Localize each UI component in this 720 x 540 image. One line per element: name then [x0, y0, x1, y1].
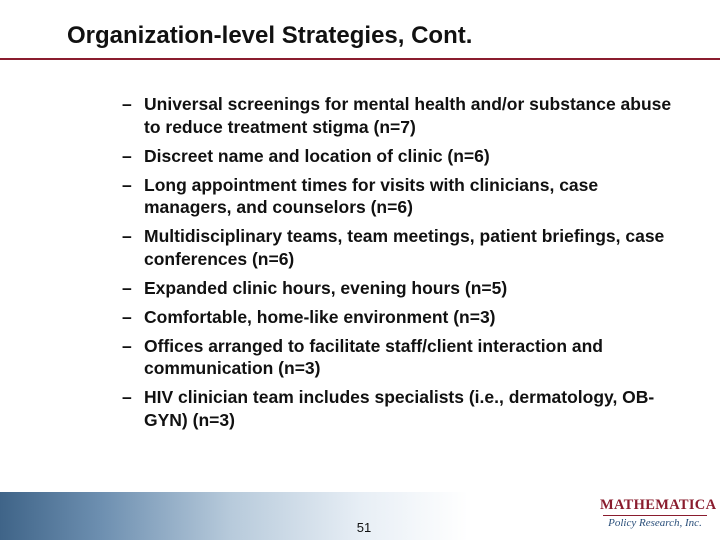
logo-divider	[603, 515, 707, 516]
bullet-item	[122, 386, 682, 431]
logo-tagline: Policy Research, Inc.	[608, 517, 702, 529]
bullet-item	[122, 306, 682, 329]
bullet-dash: –	[122, 306, 132, 327]
bullet-item	[122, 145, 682, 168]
bullet-item	[122, 93, 682, 138]
mathematica-logo	[600, 497, 717, 535]
bullet-dash: –	[122, 94, 132, 114]
bullet-item	[122, 277, 682, 300]
bullet-text: HIV clinician team includes specialists (i.e., dermatology, OB-GYN) (n=3)	[144, 387, 655, 430]
bullet-list	[122, 93, 682, 438]
bullet-text: Universal screenings for mental health and/or substance abuse to reduce treatment stigma (n=7)	[144, 94, 672, 137]
bullet-text: Expanded clinic hours, evening hours (n=5)	[144, 277, 508, 298]
page-number: 51	[356, 520, 372, 535]
logo-name: MATHEMATICA	[600, 497, 717, 513]
bullet-dash: –	[122, 277, 132, 298]
bullet-dash: –	[122, 226, 132, 246]
slide-title: Organization-level Strategies, Cont.	[67, 22, 473, 49]
bullet-item	[122, 174, 682, 219]
bullet-text: Multidisciplinary teams, team meetings, patient briefings, case conferences (n=6)	[144, 226, 665, 269]
bullet-item	[122, 335, 682, 380]
bullet-dash: –	[122, 174, 132, 195]
bullet-dash: –	[122, 335, 132, 356]
bullet-text: Long appointment times for visits with clinicians, case managers, and counselors (n=6)	[144, 174, 599, 217]
bullet-text: Comfortable, home-like environment (n=3)	[144, 306, 496, 327]
title-divider	[0, 58, 720, 60]
bullet-dash: –	[122, 145, 132, 166]
bullet-dash: –	[122, 387, 132, 407]
bullet-text: Offices arranged to facilitate staff/client interaction and communication (n=3)	[144, 335, 603, 378]
bullet-item	[122, 225, 682, 270]
bullet-text: Discreet name and location of clinic (n=6)	[144, 145, 490, 166]
